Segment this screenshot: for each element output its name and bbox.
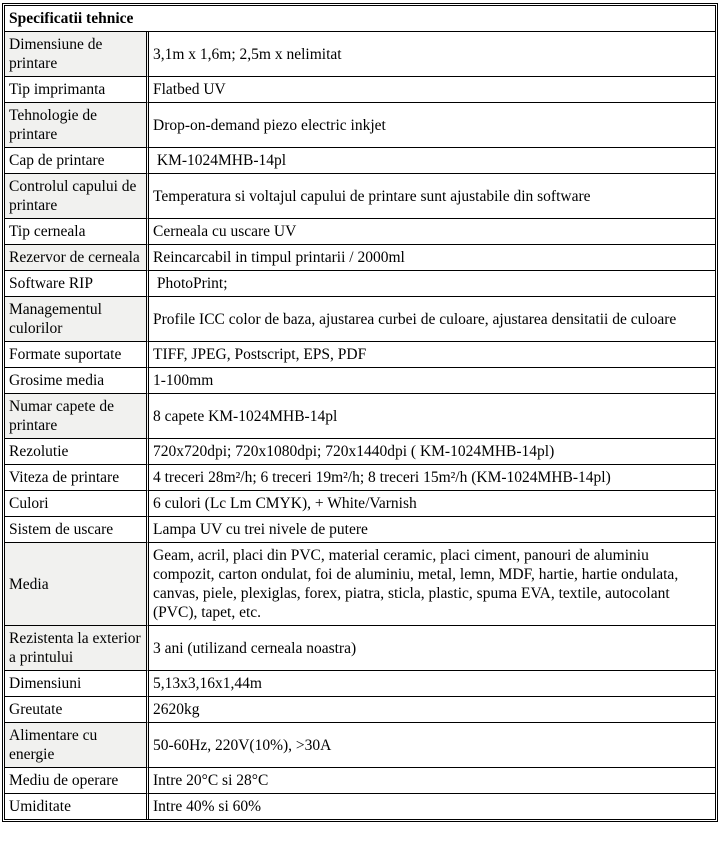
spec-label-cell: Rezervor de cerneala: [5, 245, 149, 271]
spec-label-cell: Greutate: [5, 697, 149, 723]
spec-label-cell: Numar capete de printare: [5, 394, 149, 439]
table-row: [5, 794, 715, 819]
spec-value-cell: 6 culori (Lc Lm CMYK), + White/Varnish: [149, 491, 715, 517]
spec-value-cell: 5,13x3,16x1,44m: [149, 671, 715, 697]
table-header-row: [5, 6, 715, 32]
table-row: [5, 368, 715, 394]
spec-value-cell: 8 capete KM-1024MHB-14pl: [149, 394, 715, 439]
table-row: [5, 768, 715, 794]
spec-value-cell: Reincarcabil in timpul printarii / 2000ml: [149, 245, 715, 271]
spec-value-cell: 720x720dpi; 720x1080dpi; 720x1440dpi ( KM-1024MHB-14pl): [149, 439, 715, 465]
spec-value-cell: TIFF, JPEG, Postscript, EPS, PDF: [149, 342, 715, 368]
table-row: [5, 32, 715, 77]
spec-label-cell: Tip imprimanta: [5, 77, 149, 103]
table-row: [5, 543, 715, 626]
table-row: [5, 271, 715, 297]
spec-value-cell: 50-60Hz, 220V(10%), >30A: [149, 723, 715, 768]
spec-value-cell: 3,1m x 1,6m; 2,5m x nelimitat: [149, 32, 715, 77]
spec-label-cell: Managementul culorilor: [5, 297, 149, 342]
spec-label-cell: Sistem de uscare: [5, 517, 149, 543]
table-row: [5, 148, 715, 174]
spec-value-cell: KM-1024MHB-14pl: [149, 148, 715, 174]
table-row: [5, 245, 715, 271]
spec-label-cell: Software RIP: [5, 271, 149, 297]
spec-label-cell: Alimentare cu energie: [5, 723, 149, 768]
technical-specifications-table: [2, 3, 718, 822]
spec-label-cell: Rezistenta la exterior a printului: [5, 626, 149, 671]
spec-label-cell: Dimensiuni: [5, 671, 149, 697]
spec-label-cell: Viteza de printare: [5, 465, 149, 491]
table-row: [5, 439, 715, 465]
spec-label-cell: Tip cerneala: [5, 219, 149, 245]
table-row: [5, 465, 715, 491]
spec-label-cell: Controlul capului de printare: [5, 174, 149, 219]
spec-label-cell: Formate suportate: [5, 342, 149, 368]
spec-value-cell: 3 ani (utilizand cerneala noastra): [149, 626, 715, 671]
spec-label-cell: Rezolutie: [5, 439, 149, 465]
spec-label-cell: Tehnologie de printare: [5, 103, 149, 148]
spec-value-cell: Geam, acril, placi din PVC, material ceramic, placi ciment, panouri de aluminiu compozit, carton ondulat, foi de aluminiu, metal, lemn, MDF, hartie, hartie ondulata, canvas, piele, plexiglas, forex, piatra, sticla, plastic, spuma EVA, textile, autocolant (PVC), tapet, etc.: [149, 543, 715, 626]
spec-value-cell: Intre 40% si 60%: [149, 794, 715, 819]
table-row: [5, 297, 715, 342]
spec-value-cell: Intre 20°C si 28°C: [149, 768, 715, 794]
spec-value-cell: Lampa UV cu trei nivele de putere: [149, 517, 715, 543]
spec-value-cell: Drop-on-demand piezo electric inkjet: [149, 103, 715, 148]
spec-label-cell: Culori: [5, 491, 149, 517]
spec-value-cell: 4 treceri 28m²/h; 6 treceri 19m²/h; 8 treceri 15m²/h (KM-1024MHB-14pl): [149, 465, 715, 491]
spec-label-cell: Umiditate: [5, 794, 149, 819]
table-row: [5, 671, 715, 697]
table-row: [5, 103, 715, 148]
spec-value-cell: Temperatura si voltajul capului de printare sunt ajustabile din software: [149, 174, 715, 219]
spec-value-cell: Cerneala cu uscare UV: [149, 219, 715, 245]
spec-value-cell: Flatbed UV: [149, 77, 715, 103]
spec-value-cell: PhotoPrint;: [149, 271, 715, 297]
spec-label-cell: Grosime media: [5, 368, 149, 394]
spec-value-cell: 2620kg: [149, 697, 715, 723]
spec-label-cell: Cap de printare: [5, 148, 149, 174]
table-row: [5, 394, 715, 439]
table-row: [5, 626, 715, 671]
spec-value-cell: 1-100mm: [149, 368, 715, 394]
table-row: [5, 219, 715, 245]
table-row: [5, 77, 715, 103]
table-row: [5, 174, 715, 219]
table-row: [5, 491, 715, 517]
spec-label-cell: Dimensiune de printare: [5, 32, 149, 77]
spec-label-cell: Media: [5, 543, 149, 626]
table-row: [5, 342, 715, 368]
page-title: Specificatii tehnice: [5, 6, 715, 32]
spec-table-body: [5, 6, 715, 819]
spec-label-cell: Mediu de operare: [5, 768, 149, 794]
table-row: [5, 517, 715, 543]
table-row: [5, 723, 715, 768]
spec-value-cell: Profile ICC color de baza, ajustarea curbei de culoare, ajustarea densitatii de culoare: [149, 297, 715, 342]
table-row: [5, 697, 715, 723]
